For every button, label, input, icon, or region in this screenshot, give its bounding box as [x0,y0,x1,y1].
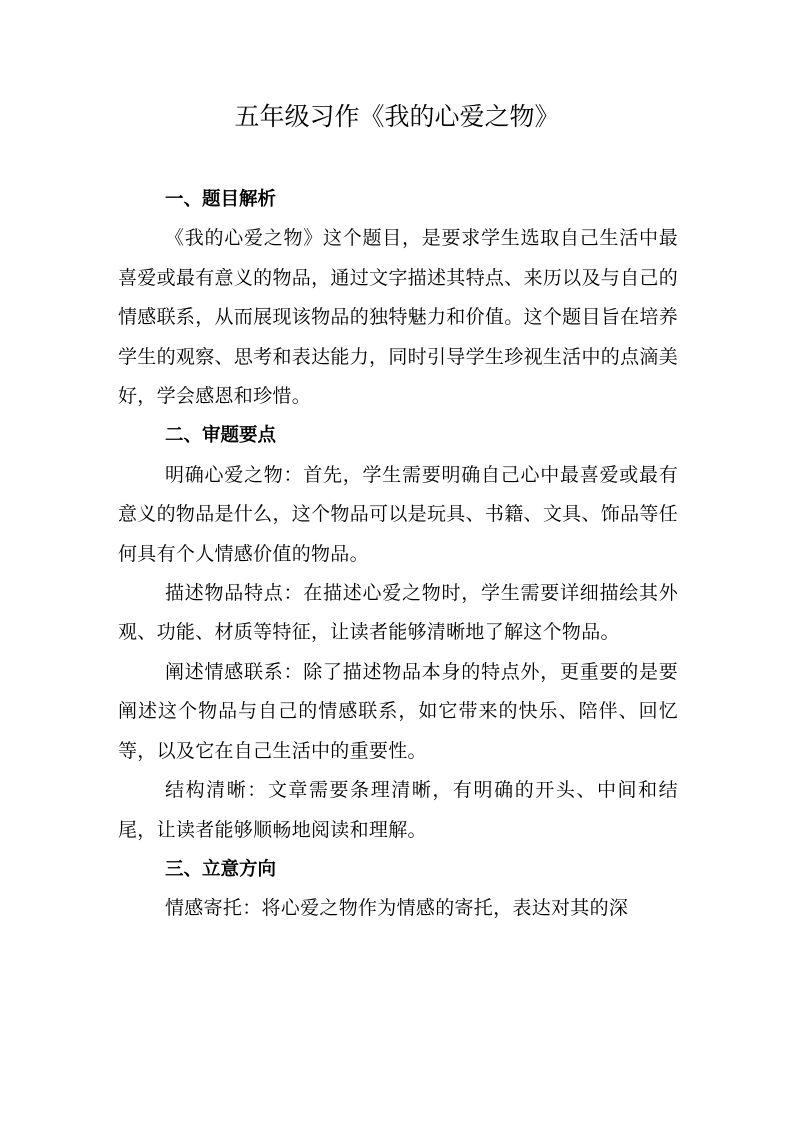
paragraph: 结构清晰：文章需要条理清晰，有明确的开头、中间和结尾，让读者能够顺畅地阅读和理解。 [118,779,678,841]
paragraph: 情感寄托：将心爱之物作为情感的寄托，表达对其的深 [165,897,629,920]
paragraph: 描述物品特点：在描述心爱之物时，学生需要详细描绘其外观、功能、材质等特征，让读者能够清晰地了解这个物品。 [118,582,678,644]
document-title: 五年级习作《我的心爱之物》 [234,102,560,131]
section-key-points [118,416,678,849]
document-body [118,180,678,929]
section-heading: 二、审题要点 [165,425,277,447]
paragraph: 《我的心爱之物》这个题目，是要求学生选取自己生活中最喜爱或最有意义的物品，通过文字描述其特点、来历以及与自己的情感联系，从而展现该物品的独特魅力和价值。这个题目旨在培养学生的观察、思考和表达能力，同时引导学生珍视生活中的点滴美好，学会感恩和珍惜。 [118,227,678,408]
paragraph: 阐述情感联系：除了描述物品本身的特点外，更重要的是要阐述这个物品与自己的情感联系，如它带来的快乐、陪伴、回忆等，以及它在自己生活中的重要性。 [118,660,678,762]
section-theme-direction [118,850,678,929]
section-heading: 三、立意方向 [165,858,277,880]
section-heading: 一、题目解析 [165,189,277,210]
section-topic-analysis [118,180,678,416]
paragraph: 明确心爱之物：首先，学生需要明确自己心中最喜爱或最有意义的物品是什么，这个物品可以是玩具、书籍、文具、饰品等任何具有个人情感价值的物品。 [118,463,678,565]
